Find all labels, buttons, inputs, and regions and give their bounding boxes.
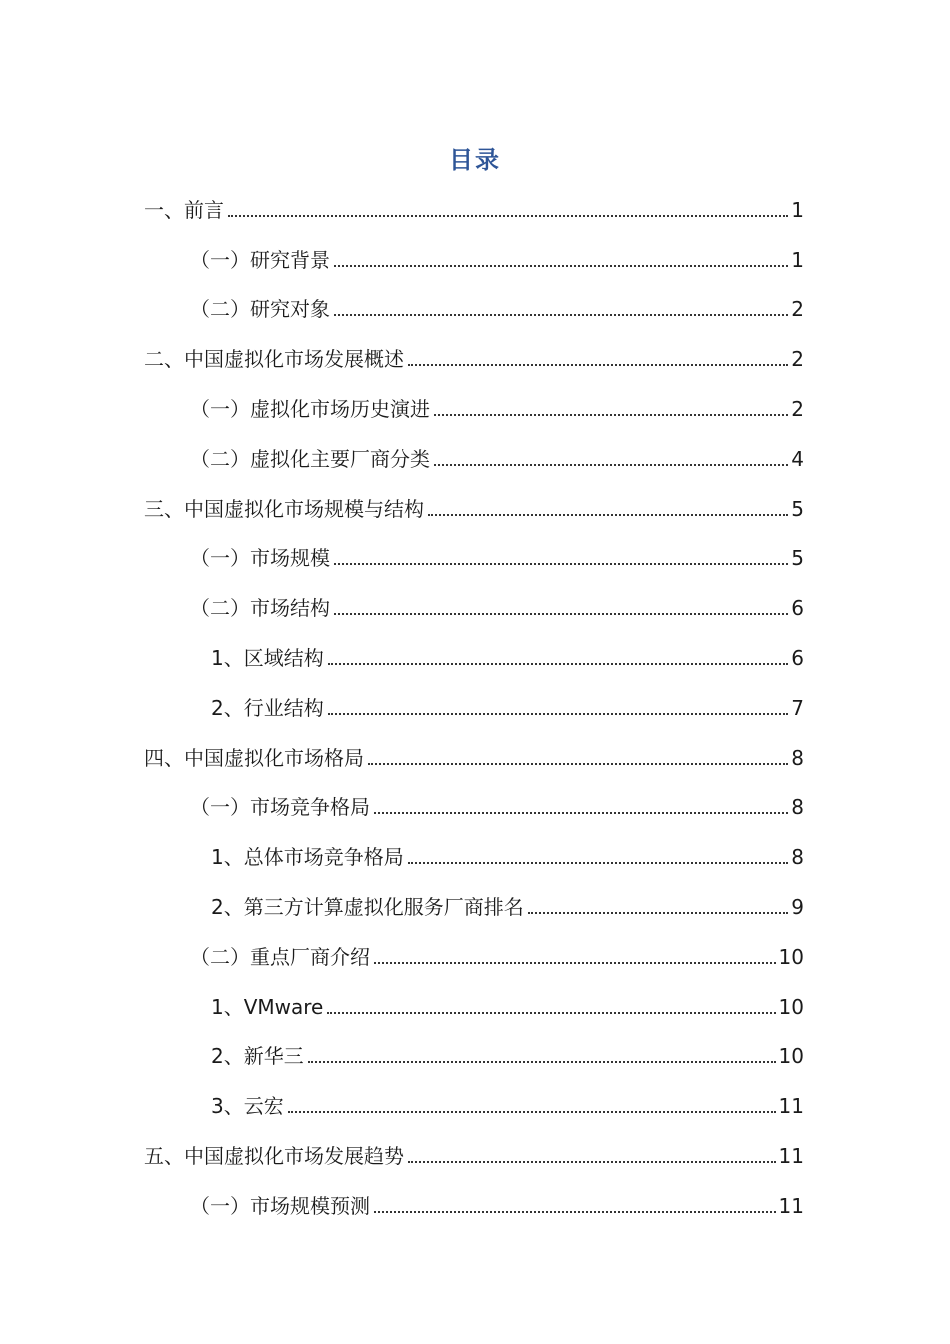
toc-entry-label: （二）市场结构: [190, 596, 330, 621]
toc-dot-leader: [374, 812, 788, 814]
toc-dot-leader: [408, 1161, 776, 1163]
toc-entry-label: （一）研究背景: [190, 247, 330, 272]
toc-entry-page-number: 8: [791, 745, 804, 770]
toc-entry[interactable]: [144, 185, 804, 235]
toc-entry[interactable]: [190, 235, 804, 285]
toc-entry[interactable]: [211, 832, 804, 882]
toc-title: 目录: [449, 146, 501, 174]
toc-entry[interactable]: [211, 1081, 804, 1131]
toc-entry-label: 2、新华三: [211, 1044, 304, 1069]
toc-entry[interactable]: [190, 783, 804, 833]
toc-entry-page-number: 1: [791, 247, 804, 272]
toc-entry-page-number: 7: [791, 695, 804, 720]
toc-entry-page-number: 10: [778, 944, 804, 969]
toc-dot-leader: [328, 713, 789, 715]
toc-entry-label: 1、总体市场竞争格局: [211, 845, 404, 870]
toc-entry[interactable]: [144, 733, 804, 783]
toc-entry[interactable]: [190, 1181, 804, 1231]
toc-entry-label: 3、云宏: [211, 1094, 284, 1119]
toc-dot-leader: [374, 962, 776, 964]
toc-dot-leader: [228, 215, 788, 217]
toc-entry[interactable]: [144, 334, 804, 384]
toc-dot-leader: [408, 862, 789, 864]
toc-entry-page-number: 8: [791, 845, 804, 870]
toc-dot-leader: [434, 464, 788, 466]
toc-dot-leader: [328, 663, 789, 665]
toc-entry-page-number: 6: [791, 646, 804, 671]
toc-entry-page-number: 8: [791, 795, 804, 820]
toc-dot-leader: [334, 314, 788, 316]
toc-entry-page-number: 2: [791, 397, 804, 422]
toc-entry[interactable]: [211, 982, 804, 1032]
toc-entry-label: 1、VMware: [211, 994, 324, 1019]
toc-entry-label: （二）虚拟化主要厂商分类: [190, 446, 430, 471]
toc-entry[interactable]: [190, 583, 804, 633]
toc-dot-leader: [334, 265, 788, 267]
toc-entry[interactable]: [211, 1032, 804, 1082]
toc-dot-leader: [408, 364, 788, 366]
toc-entry-label: 2、第三方计算虚拟化服务厂商排名: [211, 895, 524, 920]
toc-entry-label: （一）市场竞争格局: [190, 795, 370, 820]
toc-entry-label: （一）虚拟化市场历史演进: [190, 397, 430, 422]
toc-entry-page-number: 11: [778, 1193, 804, 1218]
toc-entry-page-number: 11: [778, 1144, 804, 1169]
toc-dot-leader: [334, 563, 788, 565]
toc-entry[interactable]: [211, 683, 804, 733]
toc-list: [0, 185, 950, 1231]
toc-dot-leader: [327, 1012, 775, 1014]
toc-entry-page-number: 1: [791, 197, 804, 222]
toc-dot-leader: [428, 514, 788, 516]
toc-entry-label: （二）研究对象: [190, 297, 330, 322]
toc-entry-label: 三、中国虚拟化市场规模与结构: [144, 496, 424, 521]
toc-entry-page-number: 6: [791, 596, 804, 621]
toc-entry-label: （一）市场规模: [190, 546, 330, 571]
toc-entry[interactable]: [190, 285, 804, 335]
toc-entry[interactable]: [190, 384, 804, 434]
toc-entry-label: （一）市场规模预测: [190, 1193, 370, 1218]
toc-entry-page-number: 5: [791, 496, 804, 521]
toc-entry-page-number: 5: [791, 546, 804, 571]
toc-entry-label: 2、行业结构: [211, 695, 324, 720]
toc-entry-page-number: 2: [791, 297, 804, 322]
toc-entry[interactable]: [190, 434, 804, 484]
toc-entry-label: 1、区域结构: [211, 646, 324, 671]
toc-dot-leader: [288, 1111, 776, 1113]
toc-entry[interactable]: [144, 1131, 804, 1181]
toc-dot-leader: [334, 613, 788, 615]
toc-entry-page-number: 4: [791, 446, 804, 471]
toc-entry-page-number: 10: [778, 1044, 804, 1069]
toc-entry[interactable]: [211, 882, 804, 932]
toc-dot-leader: [308, 1061, 776, 1063]
toc-entry-page-number: 10: [778, 994, 804, 1019]
toc-entry-page-number: 2: [791, 347, 804, 372]
toc-dot-leader: [368, 763, 788, 765]
toc-dot-leader: [434, 414, 788, 416]
toc-entry-page-number: 9: [791, 895, 804, 920]
toc-entry[interactable]: [190, 932, 804, 982]
toc-entry-label: 一、前言: [144, 197, 224, 222]
toc-entry-label: 四、中国虚拟化市场格局: [144, 745, 364, 770]
toc-entry-label: 五、中国虚拟化市场发展趋势: [144, 1144, 404, 1169]
toc-dot-leader: [528, 912, 789, 914]
toc-entry-label: （二）重点厂商介绍: [190, 944, 370, 969]
toc-entry-page-number: 11: [778, 1094, 804, 1119]
toc-entry[interactable]: [211, 633, 804, 683]
toc-entry-label: 二、中国虚拟化市场发展概述: [144, 347, 404, 372]
toc-dot-leader: [374, 1211, 776, 1213]
toc-entry[interactable]: [144, 484, 804, 534]
toc-entry[interactable]: [190, 534, 804, 584]
